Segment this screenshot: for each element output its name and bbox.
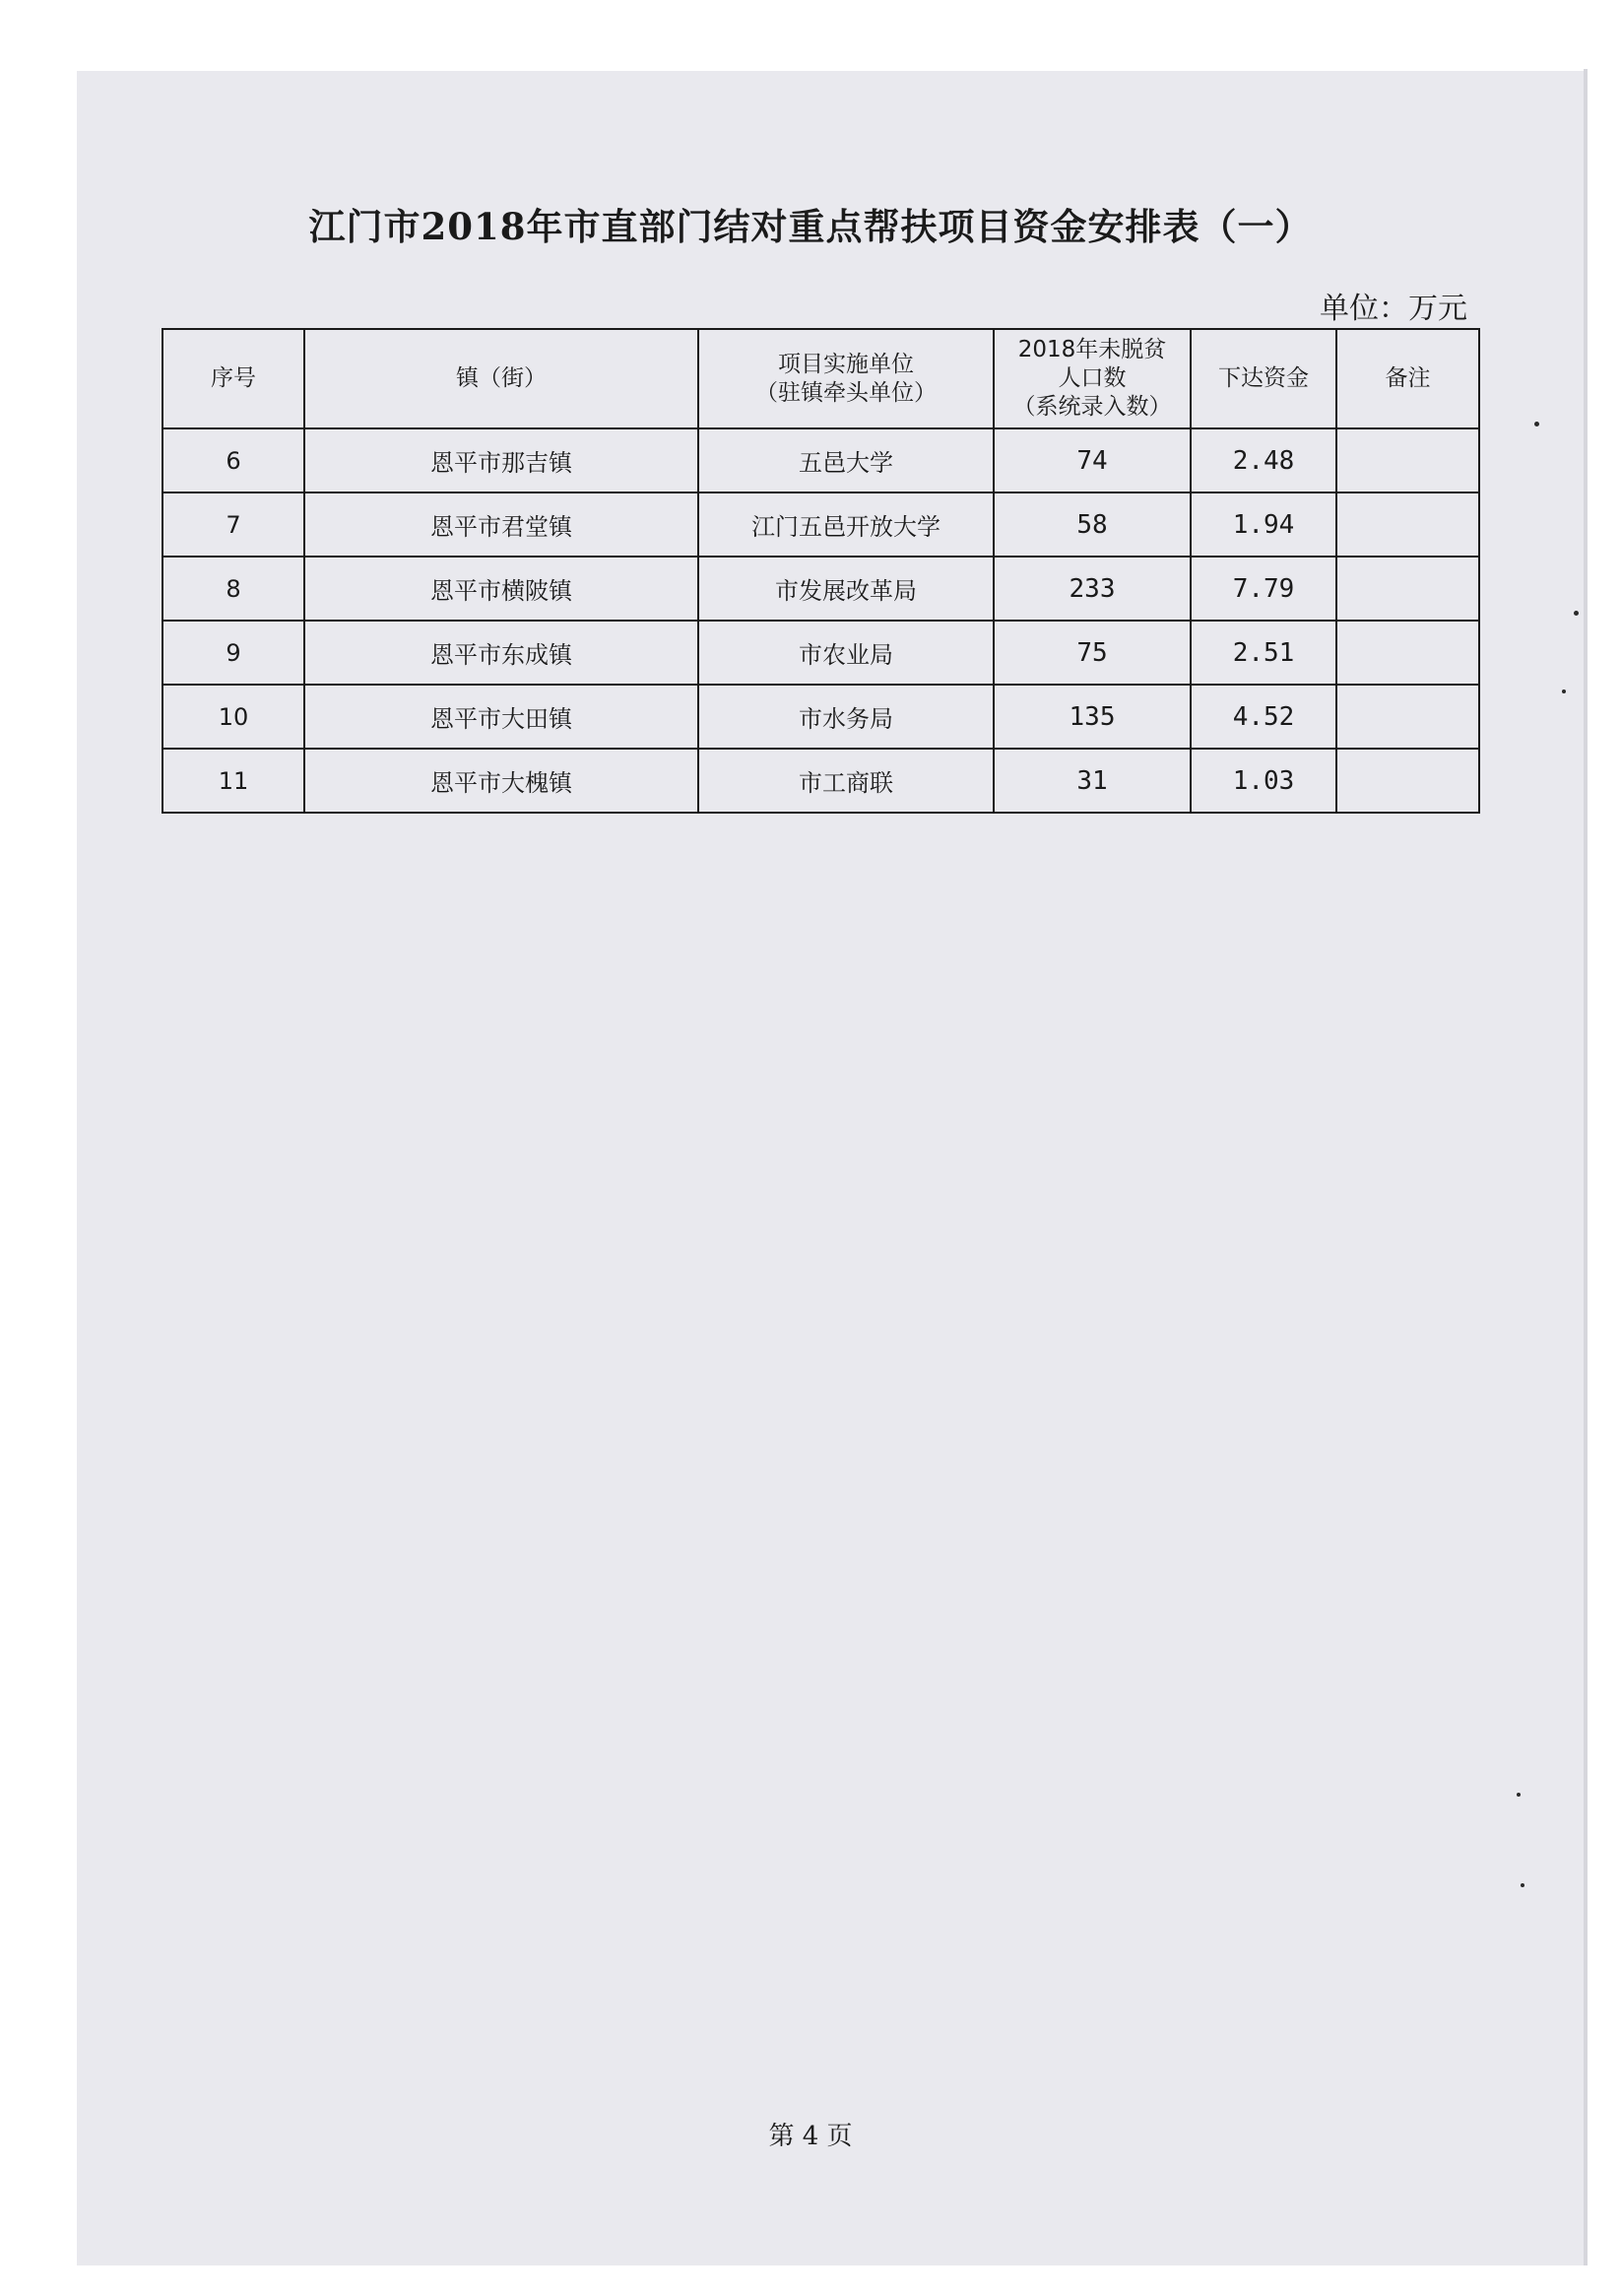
cell-index: 6: [162, 428, 304, 492]
cell-index: 11: [162, 749, 304, 813]
cell-funds: 7.79: [1191, 557, 1336, 621]
cell-town: 恩平市大槐镇: [304, 749, 698, 813]
cell-town: 恩平市横陂镇: [304, 557, 698, 621]
cell-funds: 4.52: [1191, 685, 1336, 749]
table-row: [162, 557, 1479, 621]
cell-remarks: [1336, 685, 1479, 749]
col-header-remarks: 备注: [1336, 329, 1479, 428]
table-row: [162, 749, 1479, 813]
table-header-row: [162, 329, 1479, 428]
cell-remarks: [1336, 428, 1479, 492]
cell-population: 74: [994, 428, 1191, 492]
cell-implementing-unit: 市发展改革局: [698, 557, 994, 621]
cell-implementing-unit: 市工商联: [698, 749, 994, 813]
cell-funds: 1.03: [1191, 749, 1336, 813]
cell-town: 恩平市东成镇: [304, 621, 698, 685]
table-row: [162, 428, 1479, 492]
col-header-town: 镇（街）: [304, 329, 698, 428]
cell-funds: 2.51: [1191, 621, 1336, 685]
scan-speck: [1562, 689, 1566, 693]
cell-index: 8: [162, 557, 304, 621]
cell-town: 恩平市君堂镇: [304, 492, 698, 557]
cell-funds: 1.94: [1191, 492, 1336, 557]
cell-population: 75: [994, 621, 1191, 685]
cell-implementing-unit: 江门五邑开放大学: [698, 492, 994, 557]
scan-edge: [1584, 69, 1588, 2265]
cell-funds: 2.48: [1191, 428, 1336, 492]
cell-population: 233: [994, 557, 1191, 621]
col-header-population: 2018年未脱贫 人口数 （系统录入数）: [994, 329, 1191, 428]
unit-label: 单位：万元: [1320, 292, 1467, 326]
cell-implementing-unit: 市水务局: [698, 685, 994, 749]
cell-implementing-unit: 市农业局: [698, 621, 994, 685]
cell-remarks: [1336, 492, 1479, 557]
table-row: [162, 685, 1479, 749]
cell-population: 135: [994, 685, 1191, 749]
cell-remarks: [1336, 749, 1479, 813]
scan-speck: [1521, 1883, 1524, 1887]
document-title: 江门市2018年市直部门结对重点帮扶项目资金安排表（一）: [308, 205, 1313, 248]
col-header-implementing-unit: 项目实施单位 （驻镇牵头单位）: [698, 329, 994, 428]
cell-index: 7: [162, 492, 304, 557]
cell-population: 58: [994, 492, 1191, 557]
cell-remarks: [1336, 557, 1479, 621]
fund-allocation-table: [162, 328, 1480, 814]
cell-implementing-unit: 五邑大学: [698, 428, 994, 492]
table-row: [162, 492, 1479, 557]
table-row: [162, 621, 1479, 685]
cell-population: 31: [994, 749, 1191, 813]
cell-index: 10: [162, 685, 304, 749]
cell-town: 恩平市那吉镇: [304, 428, 698, 492]
col-header-funds: 下达资金: [1191, 329, 1336, 428]
col-header-index: 序号: [162, 329, 304, 428]
cell-index: 9: [162, 621, 304, 685]
scan-speck: [1534, 422, 1539, 426]
scan-speck: [1574, 611, 1579, 616]
cell-town: 恩平市大田镇: [304, 685, 698, 749]
page-number: 第 4 页: [768, 2122, 853, 2151]
scan-speck: [1517, 1793, 1521, 1797]
cell-remarks: [1336, 621, 1479, 685]
